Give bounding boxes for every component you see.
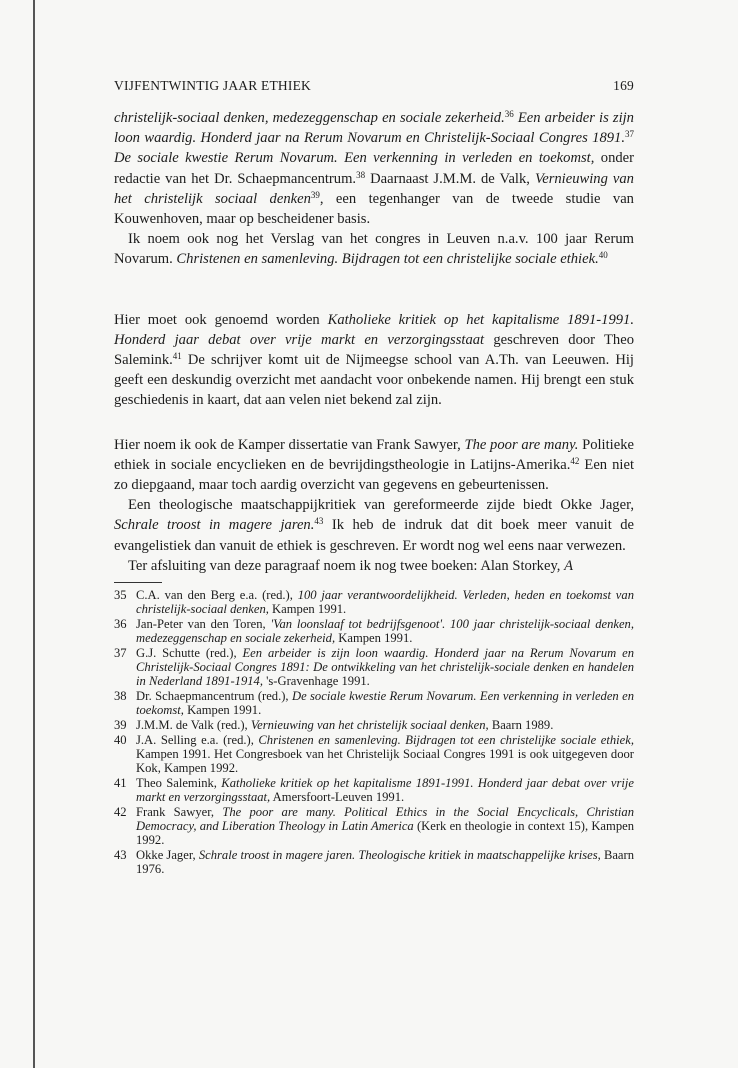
- footnote-text: C.A. van den Berg e.a. (red.), 100 jaar verantwoordelijkheid. Verleden, heden en toekomst van christelijk-sociaal denken, Kampen 1991.: [136, 588, 634, 617]
- footnote-text: Theo Salemink, Katholieke kritiek op het kapitalisme 1891-1991. Honderd jaar debat over vrije markt en verzorgingsstaat, Amersfoort-Leuven 1991.: [136, 775, 634, 804]
- footnote-number: 42: [114, 804, 127, 819]
- running-head: [114, 78, 634, 94]
- footnote-text: J.A. Selling e.a. (red.), Christenen en samenleving. Bijdragen tot een christelijke sociale ethiek, Kampen 1991. Het Congresboek van het Christelijk Sociaal Congres 1991 is ook uitgegeven door Kok, Kampen 1992.: [136, 732, 635, 775]
- footnote: [114, 617, 634, 645]
- footnote-text: Dr. Schaepmancentrum (red.), De sociale kwestie Rerum Novarum. Een verkenning in verleden en toekomst, Kampen 1991.: [136, 688, 634, 718]
- footnote-number: 35: [114, 588, 127, 603]
- running-head-title: VIJFENTWINTIG JAAR ETHIEK: [114, 78, 311, 93]
- footnote: [114, 718, 634, 732]
- footnote-ref-36: 36: [504, 109, 514, 119]
- paragraph-5: Een theologische maatschappijkritiek van gereformeerde zijde biedt Okke Jager, Schrale troost in magere jaren.$^{43}$ Ik heb de indruk dat dit boek meer vanuit de evangelistiek dan vanuit de ethiek is geschreven. Er wordt nog wel eens naar verwezen.: [114, 497, 635, 554]
- paragraph-1: christelijk-sociaal denken, medezeggenschap en sociale zekerheid.$^{36}$ Een arbeider is zijn loon waardig. Honderd jaar na Rerum Novarum en Christelijk-Sociaal Congres 1891.37 De sociale kwestie Rerum Novarum. Een verkenning in verleden en toekomst, onder redactie van het Dr. Schaepmancentrum.$^{38}$ Daarnaast J.M.M. de Valk, Vernieuwing van het christelijk sociaal denken$^{39}$, een tegenhanger van de tweede studie van Kouwenhoven, maar op bescheidener basis.: [114, 109, 634, 228]
- footnote-ref-41: 41: [172, 351, 182, 362]
- footnote: [114, 733, 634, 776]
- footnote-ref-38: 38: [356, 169, 366, 180]
- footnote-separator: [114, 582, 162, 583]
- footnote-ref-43: 43: [314, 516, 324, 527]
- footnote-ref-37: 37: [625, 129, 634, 140]
- footnote-number: 39: [114, 717, 127, 732]
- paragraph-3: Hier moet ook genoemd worden Katholieke kritiek op het kapitalisme 1891-1991. Honderd jaar debat over vrije markt en verzorgingsstaat geschreven door Theo Salemink.$^{41}$ De schrijver komt uit de Nijmeegse school van A.Th. van Leeuwen. Hij geeft een deskundig overzicht met aandacht voor onbekende namen. Hij brengt een stuk geschiedenis in kaart, dat aan velen niet bekend zal zijn.: [114, 311, 634, 409]
- footnote-number: 40: [114, 732, 127, 747]
- footnote-number: 38: [114, 688, 127, 703]
- footnote-text: J.M.M. de Valk (red.), Vernieuwing van het christelijk sociaal denken, Baarn 1989.: [136, 717, 554, 732]
- footnote-text: Frank Sawyer, The poor are many. Political Ethics in the Social Encyclicals, Christian Democracy, and Liberation Theology in Latin America (Kerk en theologie in context 15), Kampen 1992.: [136, 804, 634, 848]
- paragraph-4: Hier noem ik ook de Kamper dissertatie van Frank Sawyer, The poor are many. Politieke ethiek in sociale encyclieken en de bevrijdingstheologie in Latijns-Amerika.$^{42}$ Een niet zo diepgaand, maar toch aardig overzicht van gegevens en gebeurtenissen.: [114, 436, 634, 494]
- footnote-text: G.J. Schutte (red.), Een arbeider is zijn loon waardig. Honderd jaar na Rerum Novarum en Christelijk-Sociaal Congres 1891: De ontwikkeling van het christelijk-sociale denken en handelen in Nederland 1891-1914, 's-Gravenhage 1991.: [136, 645, 635, 689]
- footnote-ref-42: 42: [570, 455, 580, 466]
- footnote: [114, 848, 634, 876]
- page-binding-line: [33, 0, 35, 1068]
- paragraph-6: Ter afsluiting van deze paragraaf noem ik nog twee boeken: Alan Storkey, A: [128, 557, 574, 574]
- footnote: [114, 588, 634, 616]
- footnote-number: 36: [114, 616, 127, 631]
- footnote: [114, 646, 634, 689]
- body-text: [114, 108, 634, 576]
- footnote-ref-40: 40: [598, 250, 608, 261]
- footnote-number: 37: [114, 645, 127, 660]
- footnote-text: Okke Jager, Schrale troost in magere jaren. Theologische kritiek in maatschappelijke krises, Baarn 1976.: [136, 847, 635, 876]
- footnote-ref-39: 39: [310, 189, 320, 200]
- footnote: [114, 805, 634, 848]
- footnote-number: 41: [114, 775, 127, 790]
- page-number: 169: [613, 78, 634, 93]
- book-page: [114, 78, 634, 877]
- footnotes: [114, 588, 634, 876]
- footnote-number: 43: [114, 847, 127, 862]
- footnote: [114, 776, 634, 804]
- paragraph-2: Ik noem ook nog het Verslag van het congres in Leuven n.a.v. 100 jaar Rerum Novarum. Christenen en samenleving. Bijdragen tot een christelijke sociale ethiek.$^{40}$: [114, 231, 634, 268]
- footnote-text: Jan-Peter van den Toren, 'Van loonslaaf tot bedrijfsgenoot'. 100 jaar christelijk-sociaal denken, medezeggenschap en sociale zekerheid, Kampen 1991.: [136, 616, 635, 646]
- footnote: [114, 689, 634, 717]
